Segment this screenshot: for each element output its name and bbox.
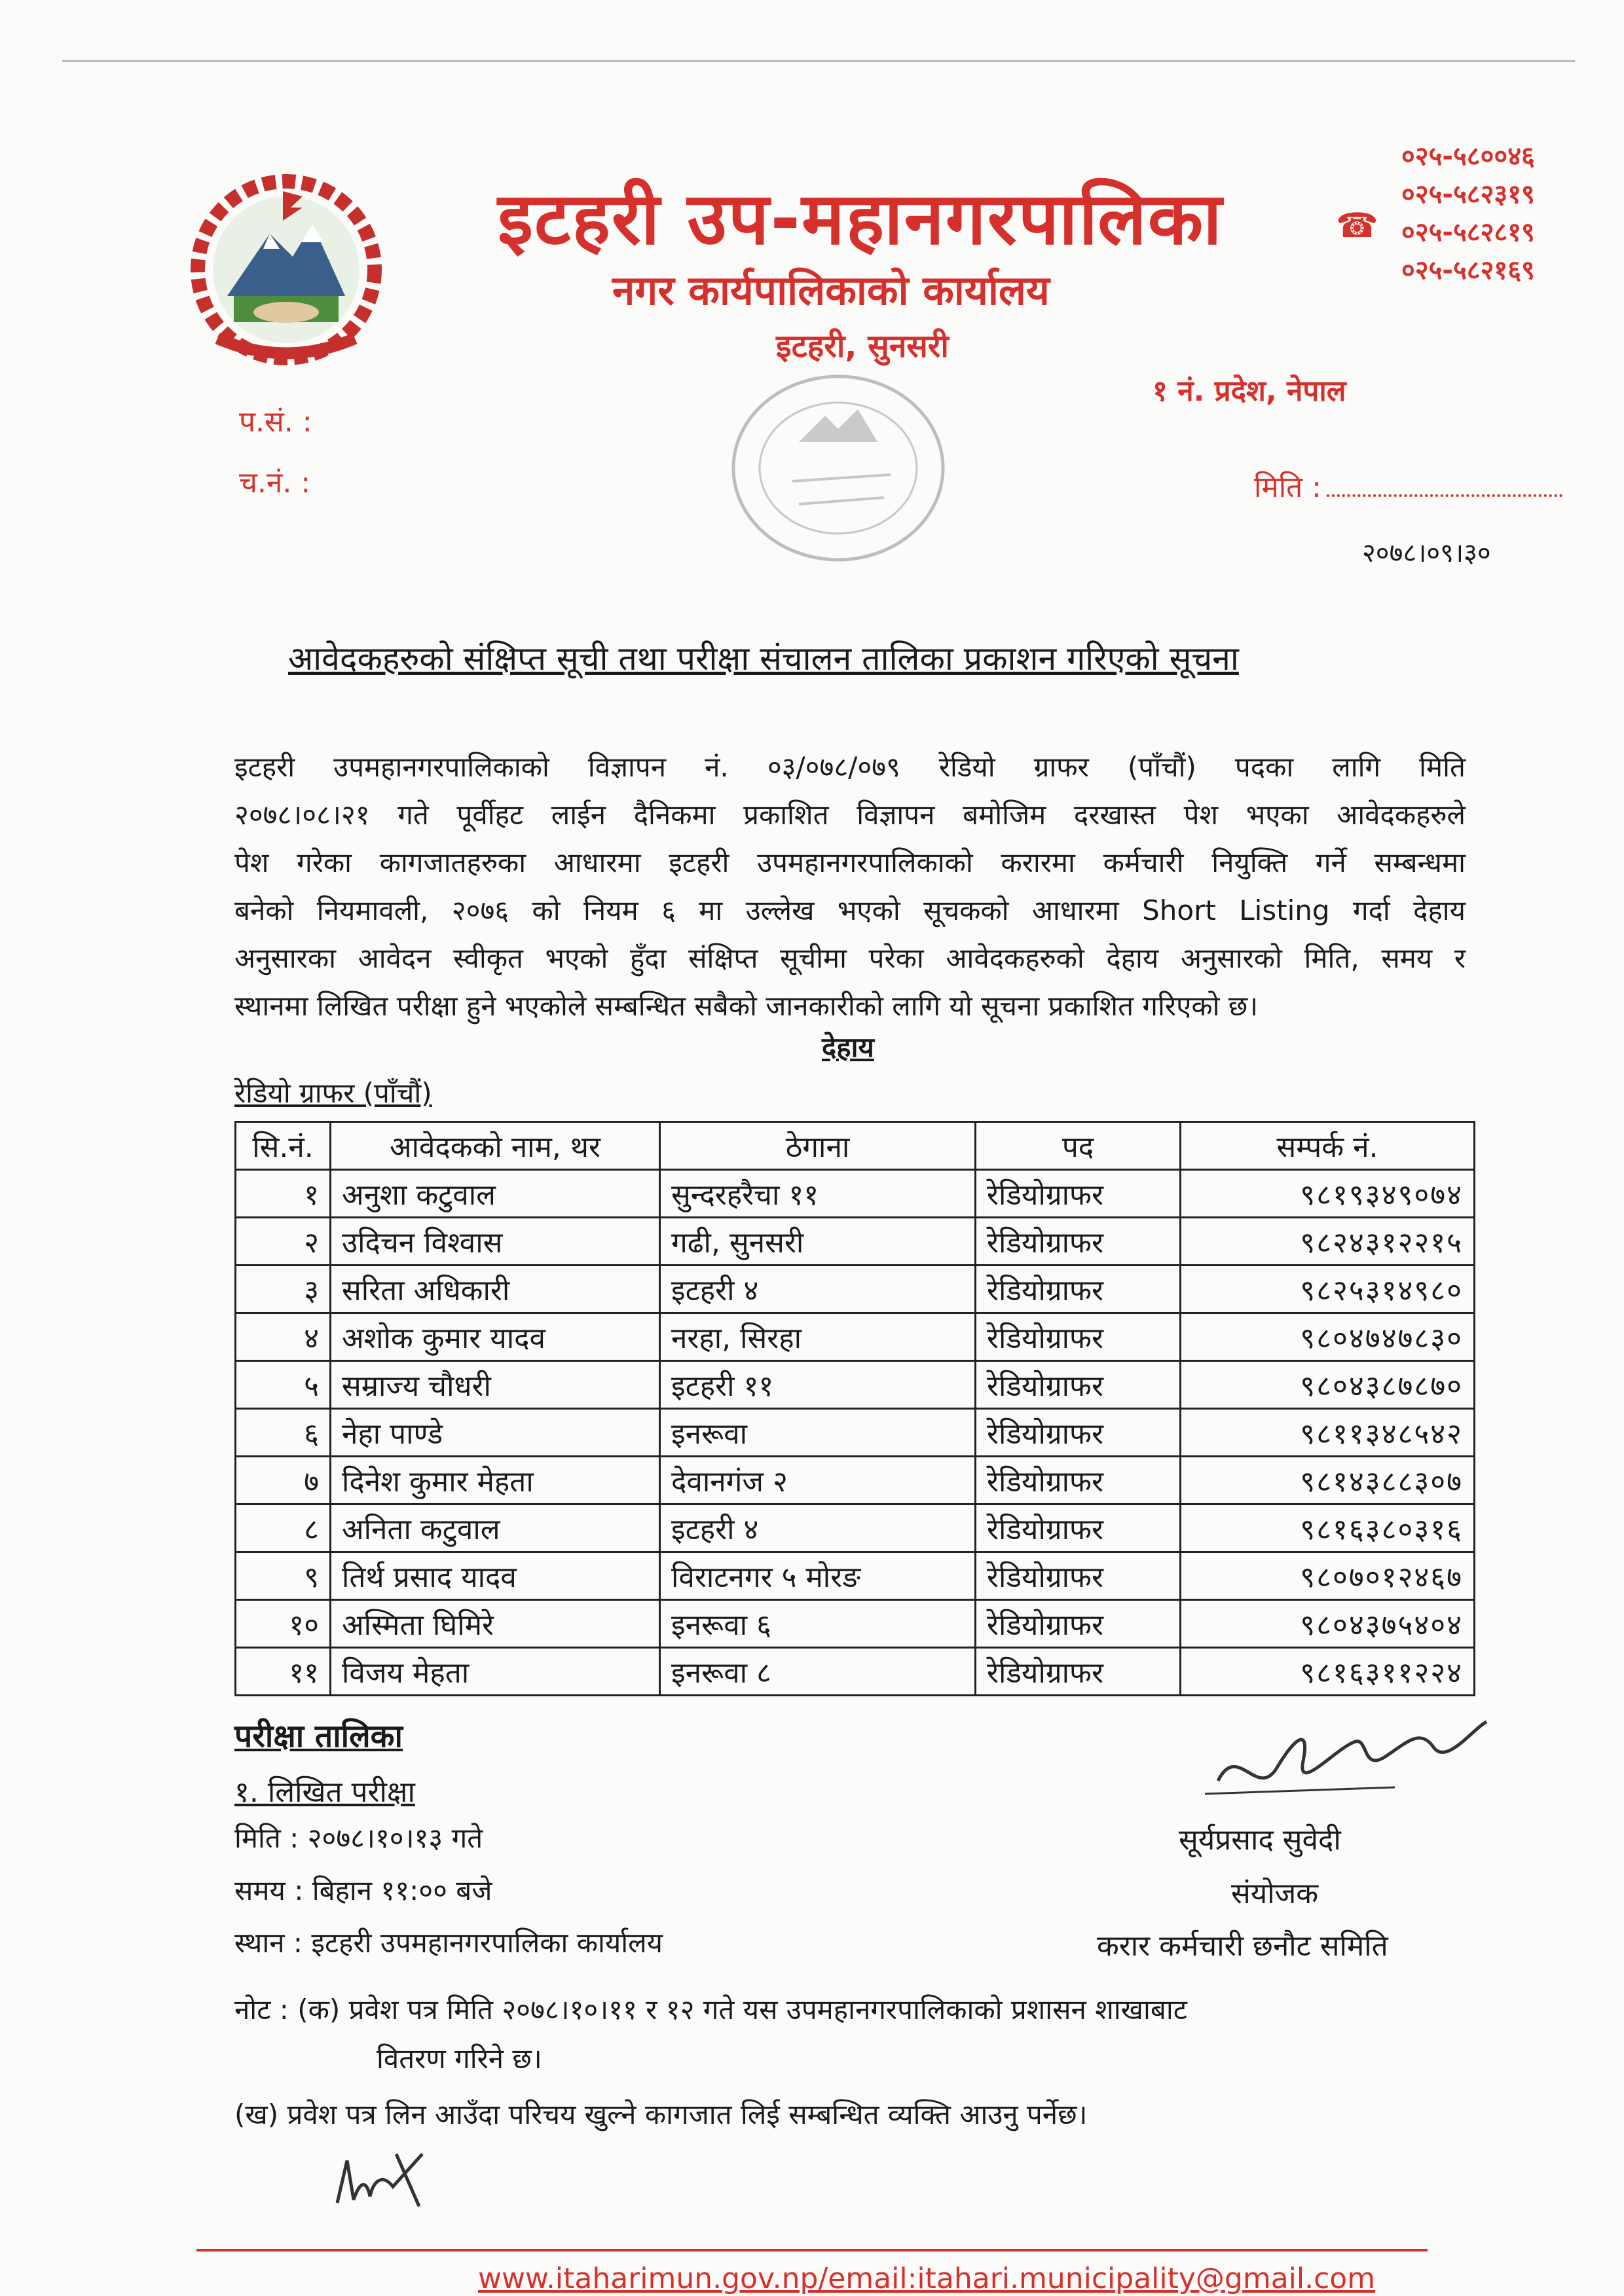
table-row bbox=[236, 1266, 1475, 1313]
province-label: १ नं. प्रदेश, नेपाल bbox=[1153, 374, 1346, 408]
note-a: नोट : (क) प्रवेश पत्र मिति २०७८।१०।११ र १२ गते यस उपमहानगरपालिकाको प्रशासन शाखाबाट bbox=[234, 1994, 1187, 2026]
phone-cell: ९८१९३४९०७४ bbox=[1181, 1170, 1475, 1218]
name-cell: नेहा पाण्डे bbox=[331, 1409, 660, 1457]
municipality-title: इटहरी उप-महानगरपालिका bbox=[498, 177, 1223, 261]
phone-cell: ९८०४३७५४०४ bbox=[1181, 1600, 1475, 1648]
name-cell: सम्राज्य चौधरी bbox=[331, 1361, 660, 1409]
phone-cell: ९८०४३८७८७० bbox=[1181, 1361, 1475, 1409]
office-stamp bbox=[707, 357, 982, 579]
post-cell: रेडियोग्राफर bbox=[976, 1361, 1181, 1409]
notice-body-line: बनेको नियमावली, २०७६ को नियम ६ मा उल्लेख भएको सूचकको आधारमा Short Listing गर्दा देहाय bbox=[234, 894, 1466, 926]
office-city: इटहरी, सुनसरी bbox=[776, 328, 949, 365]
sn-cell: १ bbox=[236, 1170, 331, 1218]
post-cell: रेडियोग्राफर bbox=[976, 1313, 1181, 1361]
telephone-icon: ☎ bbox=[1336, 206, 1378, 246]
sn-cell: ९ bbox=[236, 1552, 331, 1600]
address-cell: गढी, सुनसरी bbox=[660, 1218, 976, 1266]
address-cell: इटहरी ४ bbox=[660, 1504, 976, 1552]
miti-label: मिति : bbox=[1254, 471, 1321, 504]
phone-cell: ९८२५३१४९८० bbox=[1181, 1266, 1475, 1313]
address-cell: इनरूवा ८ bbox=[660, 1648, 976, 1696]
post-cell: रेडियोग्राफर bbox=[976, 1648, 1181, 1696]
table-row bbox=[236, 1170, 1475, 1218]
note-b: (ख) प्रवेश पत्र लिन आउँदा परिचय खुल्ने कागजात लिई सम्बन्धित व्यक्ति आउनु पर्नेछ। bbox=[234, 2098, 1088, 2130]
ps-label: प.सं. : bbox=[239, 405, 312, 439]
phone-number: ०२५-५८२८१९ bbox=[1401, 217, 1535, 247]
signatory-role: संयोजक bbox=[1231, 1877, 1319, 1910]
schedule-title: परीक्षा तालिका bbox=[234, 1718, 403, 1755]
address-cell: इटहरी ११ bbox=[660, 1361, 976, 1409]
sn-cell: ७ bbox=[236, 1457, 331, 1504]
notice-body-line: इटहरी उपमहानगरपालिकाको विज्ञापन नं. ०३/०७८/०७९ रेडियो ग्राफर (पाँचौं) पदका लागि मिति bbox=[234, 751, 1466, 783]
phone-number: ०२५-५८००४६ bbox=[1401, 141, 1535, 172]
name-cell: अस्मिता घिमिरे bbox=[331, 1600, 660, 1648]
phone-cell: ९८१६३११२२४ bbox=[1181, 1648, 1475, 1696]
cn-label: च.नं. : bbox=[239, 466, 311, 500]
address-cell: इनरूवा ६ bbox=[660, 1600, 976, 1648]
footer-website-email: www.itaharimun.gov.np/email:itahari.municipality@gmail.com bbox=[478, 2262, 1376, 2295]
address-cell: विराटनगर ५ मोरङ bbox=[660, 1552, 976, 1600]
exam-date: मिति : २०७८।१०।१३ गते bbox=[234, 1822, 483, 1854]
exam-place: स्थान : इटहरी उपमहानगरपालिका कार्यालय bbox=[234, 1927, 663, 1959]
signatory-committee: करार कर्मचारी छनौट समिति bbox=[1097, 1929, 1388, 1963]
name-cell: अनुशा कटुवाल bbox=[331, 1170, 660, 1218]
post-cell: रेडियोग्राफर bbox=[976, 1218, 1181, 1266]
column-header: आवेदकको नाम, थर bbox=[331, 1122, 660, 1170]
phone-number: ०२५-५८२३१९ bbox=[1401, 179, 1535, 210]
post-heading: रेडियो ग्राफर (पाँचौं) bbox=[234, 1077, 432, 1109]
table-row bbox=[236, 1409, 1475, 1457]
name-cell: अशोक कुमार यादव bbox=[331, 1313, 660, 1361]
notice-body bbox=[234, 743, 1466, 1030]
exam-time: समय : बिहान ११:०० बजे bbox=[234, 1874, 492, 1906]
table-row bbox=[236, 1648, 1475, 1696]
office-subtitle: नगर कार्यपालिकाको कार्यालय bbox=[612, 266, 1050, 314]
table-row bbox=[236, 1361, 1475, 1409]
table-row bbox=[236, 1313, 1475, 1361]
sn-cell: १० bbox=[236, 1600, 331, 1648]
name-cell: उदिचन विश्वास bbox=[331, 1218, 660, 1266]
notice-body-line: अनुसारका आवेदन स्वीकृत भएको हुँदा संक्षिप्त सूचीमा परेका आवेदकहरुको देहाय अनुसारको मिति, समय र bbox=[234, 942, 1466, 974]
notice-body-line: २०७८।०८।२१ गते पूर्वीहट लाईन दैनिकमा प्रकाशित विज्ञापन बमोजिम दरखास्त पेश भएका आवेदकहरुले bbox=[234, 799, 1466, 831]
post-cell: रेडियोग्राफर bbox=[976, 1170, 1181, 1218]
sn-cell: ३ bbox=[236, 1266, 331, 1313]
table-row bbox=[236, 1552, 1475, 1600]
sn-cell: ४ bbox=[236, 1313, 331, 1361]
phone-list bbox=[1401, 137, 1535, 289]
sn-cell: ११ bbox=[236, 1648, 331, 1696]
address-cell: इटहरी ४ bbox=[660, 1266, 976, 1313]
table-row bbox=[236, 1457, 1475, 1504]
sn-cell: ५ bbox=[236, 1361, 331, 1409]
phone-number: ०२५-५८२१६९ bbox=[1401, 255, 1535, 285]
table-header-row bbox=[236, 1122, 1475, 1170]
notice-body-line: पेश गरेका कागजातहरुका आधारमा इटहरी उपमहानगरपालिकाको करारमा कर्मचारी नियुक्ति गर्ने सम्बन्धमा bbox=[234, 847, 1466, 879]
address-cell: सुन्दरहरैचा ११ bbox=[660, 1170, 976, 1218]
note-a-continued: वितरण गरिने छ। bbox=[377, 2043, 542, 2075]
name-cell: तिर्थ प्रसाद यादव bbox=[331, 1552, 660, 1600]
name-cell: विजय मेहता bbox=[331, 1648, 660, 1696]
table-row bbox=[236, 1600, 1475, 1648]
table-row bbox=[236, 1504, 1475, 1552]
nepal-emblem-logo bbox=[172, 172, 401, 368]
column-header: पद bbox=[976, 1122, 1181, 1170]
footer-divider bbox=[196, 2249, 1428, 2251]
name-cell: अनिता कटुवाल bbox=[331, 1504, 660, 1552]
post-cell: रेडियोग्राफर bbox=[976, 1504, 1181, 1552]
post-cell: रेडियोग्राफर bbox=[976, 1600, 1181, 1648]
post-cell: रेडियोग्राफर bbox=[976, 1457, 1181, 1504]
column-header: ठेगाना bbox=[660, 1122, 976, 1170]
name-cell: दिनेश कुमार मेहता bbox=[331, 1457, 660, 1504]
phone-cell: ९८०४७४७८३० bbox=[1181, 1313, 1475, 1361]
sn-cell: ६ bbox=[236, 1409, 331, 1457]
name-cell: सरिता अधिकारी bbox=[331, 1266, 660, 1313]
column-header: सम्पर्क नं. bbox=[1181, 1122, 1475, 1170]
notice-body-line: स्थानमा लिखित परीक्षा हुने भएकोले सम्बन्धित सबैको जानकारीको लागि यो सूचना प्रकाशित गरिएको छ। bbox=[234, 990, 1259, 1022]
phone-cell: ९८११३४८५४२ bbox=[1181, 1409, 1475, 1457]
address-cell: नरहा, सिरहा bbox=[660, 1313, 976, 1361]
post-cell: रेडियोग्राफर bbox=[976, 1552, 1181, 1600]
phone-cell: ९८२४३१२२१५ bbox=[1181, 1218, 1475, 1266]
issue-date: २०७८।०९।३० bbox=[1362, 538, 1491, 568]
column-header: सि.नं. bbox=[236, 1122, 331, 1170]
sn-cell: २ bbox=[236, 1218, 331, 1266]
post-cell: रेडियोग्राफर bbox=[976, 1266, 1181, 1313]
dehay-heading: देहाय bbox=[822, 1031, 874, 1063]
signatory-name: सूर्यप्रसाद सुवेदी bbox=[1179, 1823, 1341, 1857]
address-cell: इनरूवा bbox=[660, 1409, 976, 1457]
initials-signature bbox=[331, 2141, 435, 2213]
top-divider bbox=[62, 60, 1575, 62]
written-exam-heading: १. लिखित परीक्षा bbox=[234, 1776, 415, 1809]
sn-cell: ८ bbox=[236, 1504, 331, 1552]
phone-cell: ९८१४३८८३०७ bbox=[1181, 1457, 1475, 1504]
miti-field bbox=[1254, 466, 1562, 505]
table-row bbox=[236, 1218, 1475, 1266]
notice-title: आवेदकहरुको संक्षिप्त सूची तथा परीक्षा संचालन तालिका प्रकाशन गरिएको सूचना bbox=[288, 640, 1239, 678]
post-cell: रेडियोग्राफर bbox=[976, 1409, 1181, 1457]
phone-cell: ९८१६३८०३१६ bbox=[1181, 1504, 1475, 1552]
phone-cell: ९८०७०१२४६७ bbox=[1181, 1552, 1475, 1600]
signature-image bbox=[1198, 1702, 1526, 1807]
miti-dotted-line bbox=[1327, 494, 1562, 497]
applicant-table bbox=[234, 1121, 1475, 1696]
address-cell: देवानगंज २ bbox=[660, 1457, 976, 1504]
